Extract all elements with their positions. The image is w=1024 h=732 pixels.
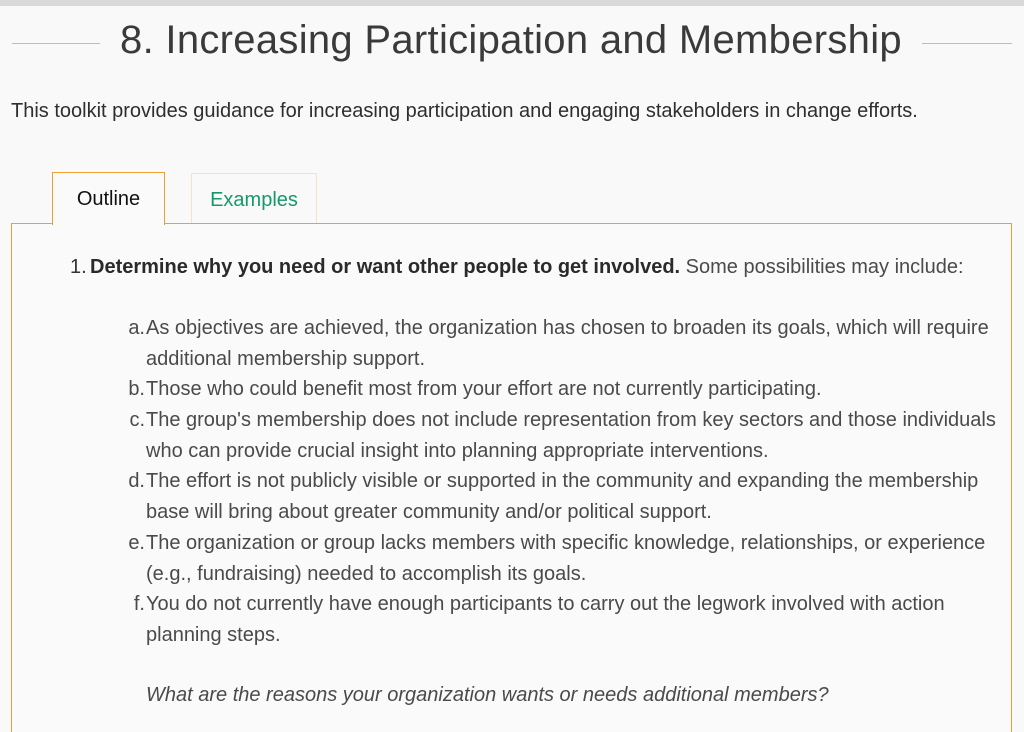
list-item: [129, 405, 1006, 466]
list-item-label: c.: [129, 409, 145, 431]
tab-examples[interactable]: Examples: [191, 173, 317, 224]
top-border: [0, 0, 1024, 6]
list-item-text: As objectives are achieved, the organization has chosen to broaden its goals, which will require additional membership support.: [146, 317, 989, 370]
list-item-text: Those who could benefit most from your effort are not currently participating.: [146, 378, 822, 400]
list-item-label: e.: [128, 532, 145, 554]
intro-text: This toolkit provides guidance for increasing participation and engaging stakeholders in change efforts.: [11, 100, 918, 122]
outline-item-1: [70, 252, 990, 283]
tab-outline[interactable]: Outline: [52, 172, 165, 225]
list-item-label: b.: [128, 378, 145, 400]
list-item-text: The effort is not publicly visible or supported in the community and expanding the membership base will bring about greater community and/or political support.: [146, 470, 979, 523]
page-heading: [0, 14, 1024, 74]
list-item-text: You do not currently have enough participants to carry out the legwork involved with action planning steps.: [146, 593, 945, 646]
heading-rule-left: [12, 43, 100, 44]
list-item: [128, 466, 1006, 527]
list-item-text: The group's membership does not include representation from key sectors and those individuals who can provide crucial insight into planning appropriate interventions.: [146, 409, 996, 462]
item-heading: Determine why you need or want other people to get involved.: [90, 256, 681, 278]
list-item-label: a.: [128, 317, 145, 339]
list-item-label: d.: [128, 470, 145, 492]
item-number: 1.: [70, 256, 87, 278]
list-item: [128, 374, 1006, 405]
list-item: [128, 528, 1006, 589]
outline-panel: [11, 223, 1012, 732]
list-item: [128, 313, 1006, 374]
heading-rule-right: [922, 43, 1012, 44]
list-item: [133, 589, 1006, 650]
reflection-question: What are the reasons your organization wants or needs additional members?: [146, 684, 829, 706]
list-item-label: f.: [133, 593, 145, 615]
item-description: Some possibilities may include:: [680, 256, 964, 278]
page-title: 8. Increasing Participation and Membership: [120, 18, 902, 62]
list-item-text: The organization or group lacks members with specific knowledge, relationships, or experience (e.g., fundraising) needed to accomplish its goals.: [146, 532, 986, 585]
